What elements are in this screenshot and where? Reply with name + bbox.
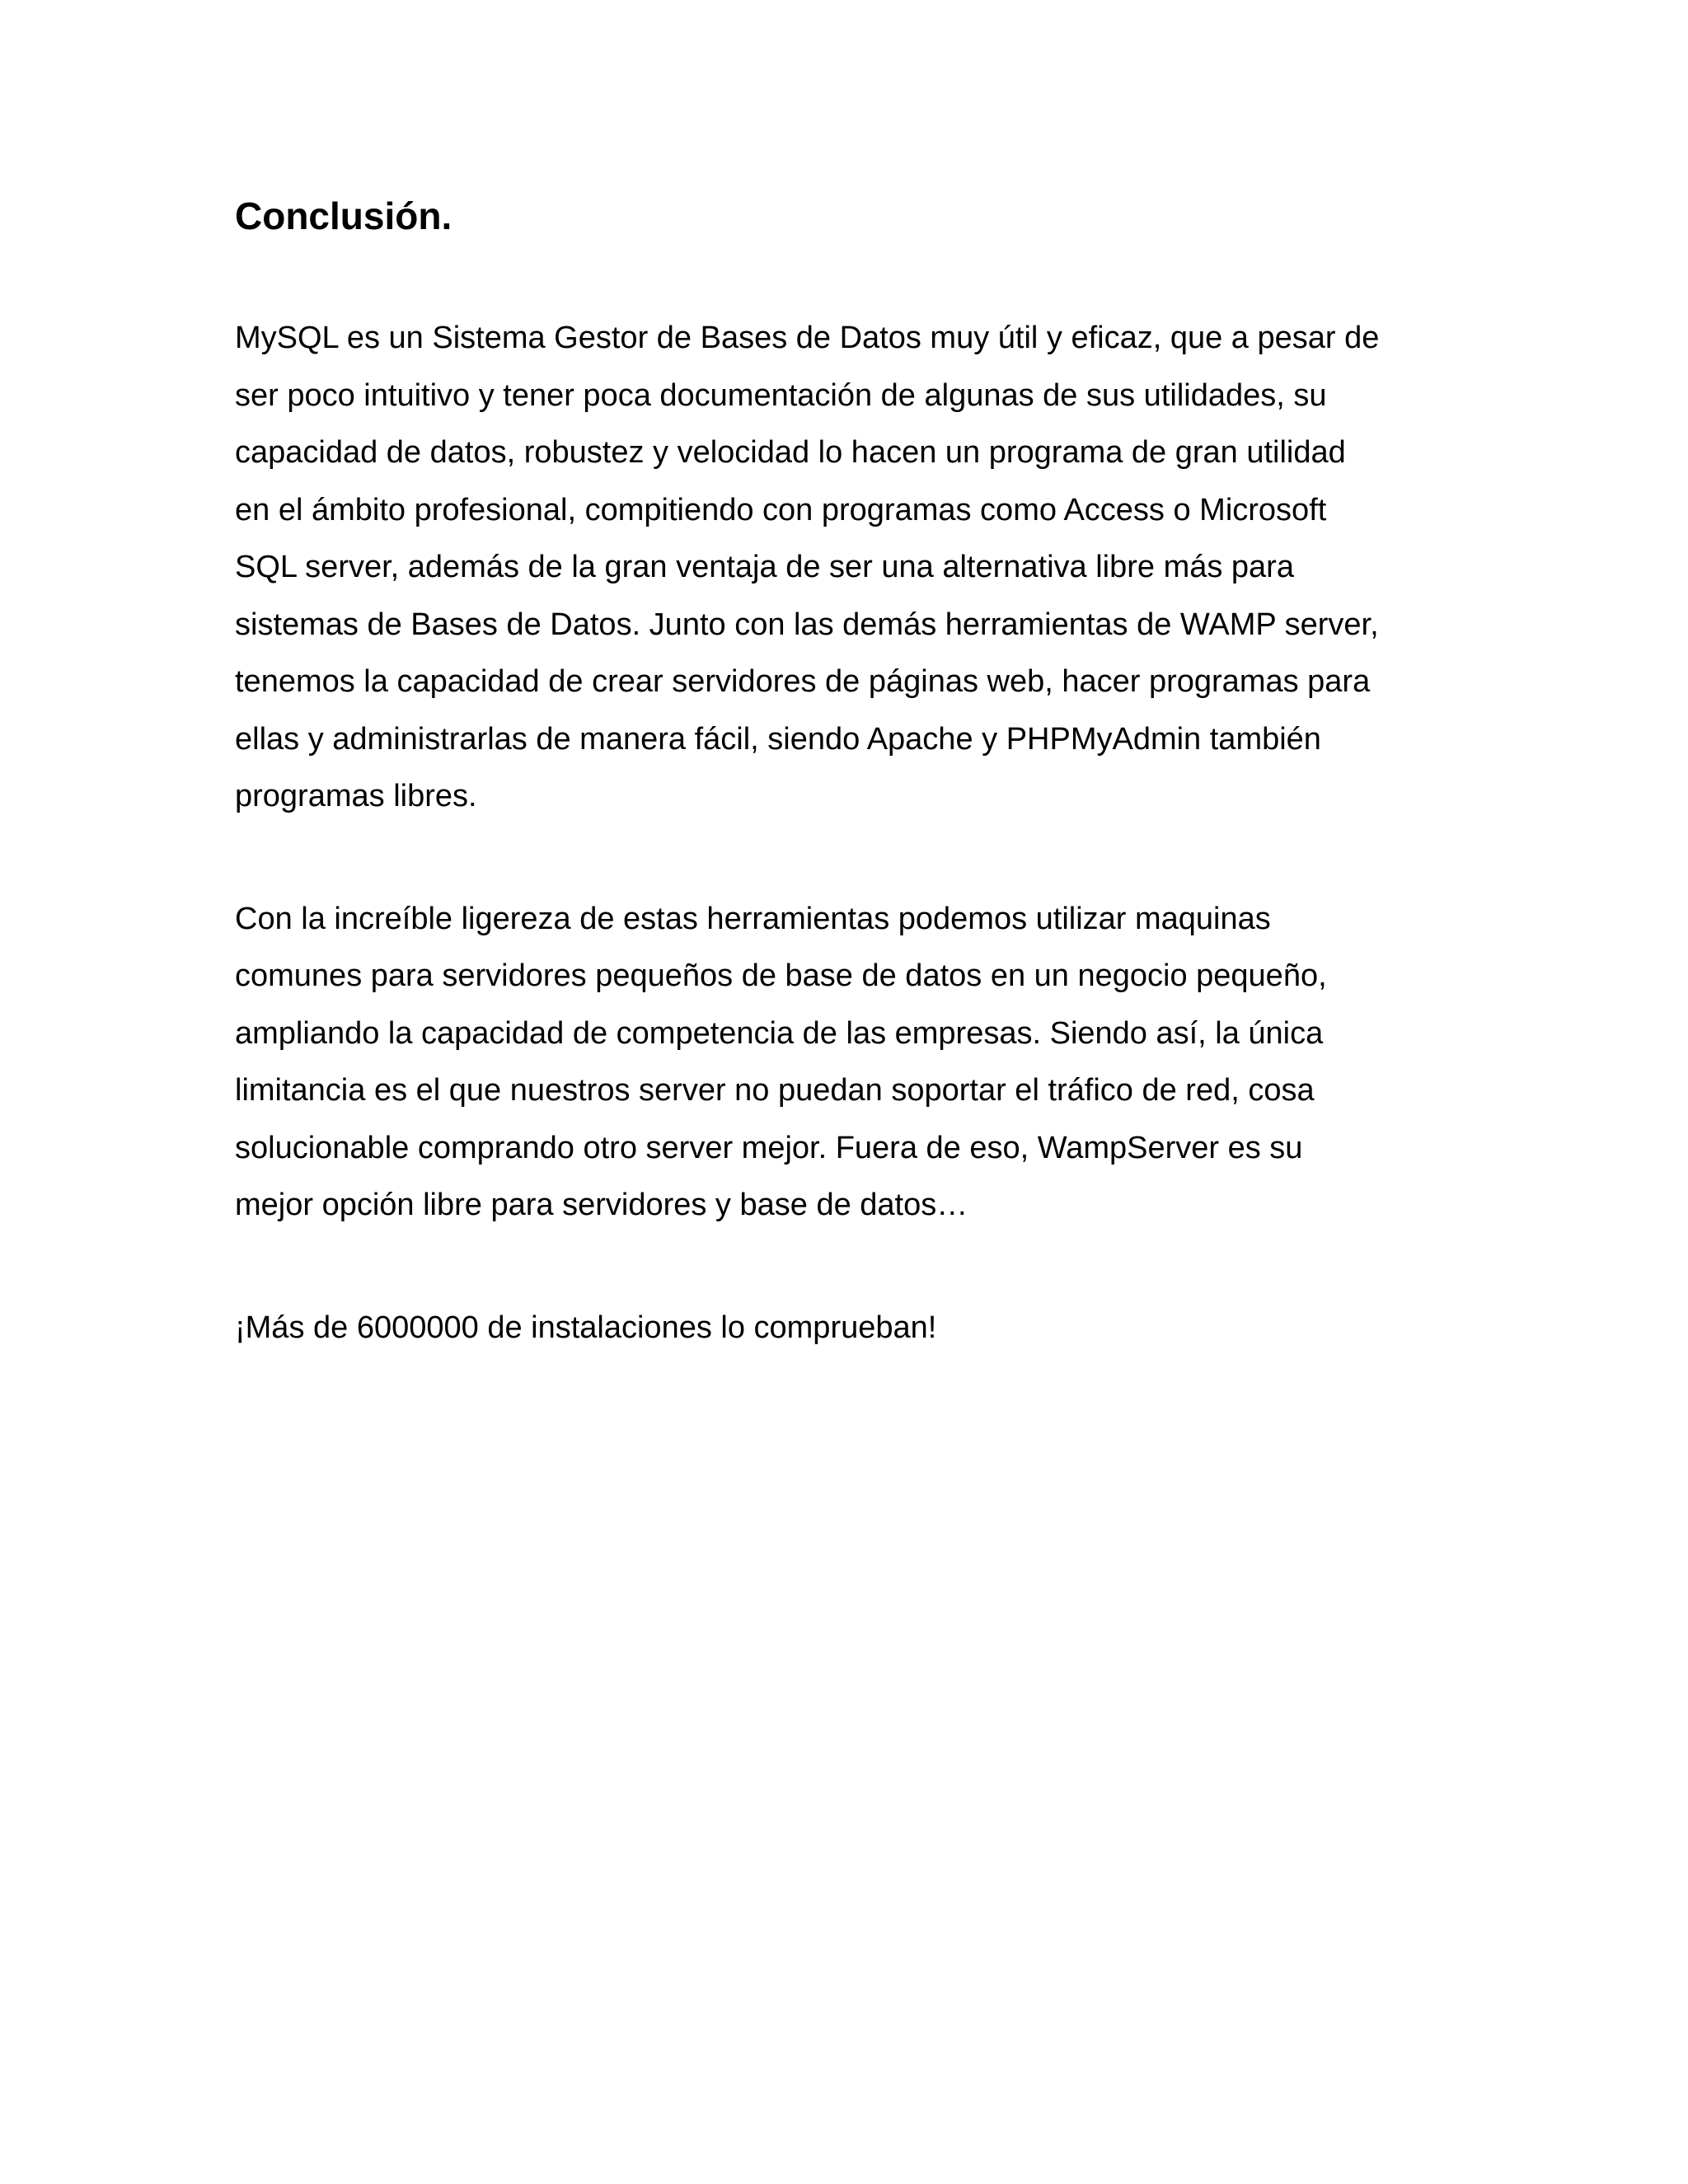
paragraph-line: Con la increíble ligereza de estas herramientas podemos utilizar maquinas: [235, 901, 1271, 936]
paragraph-line: SQL server, además de la gran ventaja de ser una alternativa libre más para: [235, 550, 1294, 584]
paragraph-line: sistemas de Bases de Datos. Junto con las demás herramientas de WAMP server,: [235, 607, 1379, 642]
paragraph-line: capacidad de datos, robustez y velocidad lo hacen un programa de gran utilidad: [235, 435, 1346, 470]
paragraph-line: ampliando la capacidad de competencia de las empresas. Siendo así, la única: [235, 1015, 1324, 1051]
paragraph-line: ser poco intuitivo y tener poca documentación de algunas de sus utilidades, su: [235, 377, 1327, 413]
paragraph-line: ¡Más de 6000000 de instalaciones lo comprueban!: [235, 1310, 937, 1345]
paragraph-line: programas libres.: [235, 779, 477, 813]
paragraph-line: ellas y administrarlas de manera fácil, siendo Apache y PHPMyAdmin también: [235, 721, 1321, 757]
paragraph-line: MySQL es un Sistema Gestor de Bases de Datos muy útil y eficaz, que a pesar de: [235, 321, 1380, 355]
paragraph-mysql-summary: [235, 310, 1488, 826]
paragraph-installations-claim: [235, 1300, 1488, 1357]
page-title: Conclusión.: [235, 194, 452, 237]
document-content: [235, 191, 1488, 1357]
paragraph-line: mejor opción libre para servidores y base de datos…: [235, 1188, 968, 1222]
paragraph-line: solucionable comprando otro server mejor. Fuera de eso, WampServer es su: [235, 1130, 1303, 1165]
paragraph-line: limitancia es el que nuestros server no puedan soportar el tráfico de red, cosa: [235, 1073, 1315, 1108]
paragraph-line: en el ámbito profesional, compitiendo con programas como Access o Microsoft: [235, 492, 1327, 527]
paragraph-line: tenemos la capacidad de crear servidores de páginas web, hacer programas para: [235, 664, 1371, 699]
paragraph-line: comunes para servidores pequeños de base de datos en un negocio pequeño,: [235, 958, 1327, 993]
paragraph-tools-lightness: [235, 891, 1488, 1235]
